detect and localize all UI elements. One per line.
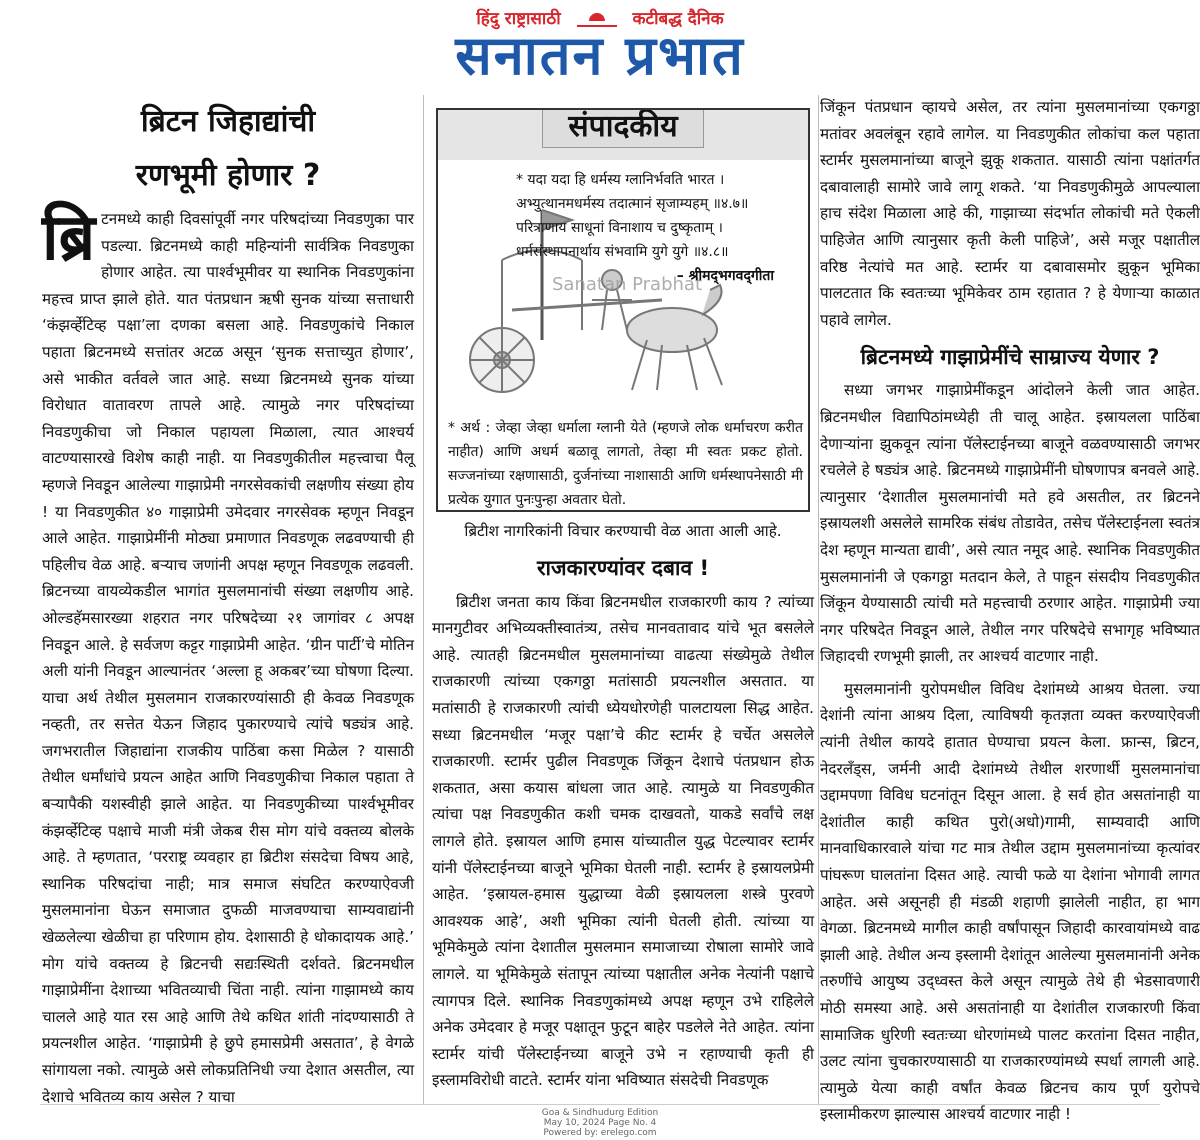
verse-line: परित्राणाय साधूनां विनाशाय च दुष्कृताम् । [516, 220, 723, 236]
article-paragraph: सध्या जगभर गाझाप्रेमींकडून आंदोलने केली जात आहेत. ब्रिटनमधील विद्यापिठांमध्येही ती चालू आहेत. इस्रायलला पाठिंबा देणाऱ्यांना झुकवून त्यांना पॅलेस्टाईनच्या बाजूने वळवण्यासाठी जगभर रचलेले हे षड्यंत्र आहे. ब्रिटनमध्ये गाझाप्रेमींनी घोषणापत्र बनवले आहे. त्यानुसार ‘देशातील मुसलमानांची मते हवे असतील, तर ब्रिटनने इस्रायलशी असलेले सामरिक संबंध तोडावेत, तसेच पॅलेस्टाईनला स्वतंत्र देश म्हणून मान्यता द्यावी’, असे त्यात नमूद आहे. स्थानिक निवडणुकीत मुसलमानांनी जे एकगठ्ठा मतदान केले, ते पाहून संसदीय निवडणुकीत जिंकून येण्यासाठी त्यांची मते महत्त्वाची ठरणार आहेत. गाझाप्रेमी ज्या नगर परिषदेत निवडून आले, तेथील नगर परिषदेचे सभागृह भविष्यात जिहादची रणभूमी झाली, तर आश्चर्य वाटणार नाही. [820, 381, 1200, 666]
verse-line: धर्मसंस्थापनार्थाय संभवामि युगे युगे ॥४.८॥ [516, 244, 729, 260]
footer-divider [40, 1104, 1160, 1105]
article-paragraph: जिंकून पंतप्रधान व्हायचे असेल, तर त्यांना मुसलमानांच्या एकगठ्ठा मतांवर अवलंबून रहावे लागेल. या निवडणुकीत लोकांचा कल पहाता स्टार्मर मुसलमानांच्या बाजूने झुकू शकतात. यासाठी त्यांना पक्षांतर्गत दबावालाही सामोरे जावे लागू शकते. ‘या निवडणुकीमुळे आपल्याला हाच संदेश मिळाला आहे की, गाझाच्या संदर्भात लोकांची मते ऐकली पाहिजेत आणि त्यानुसार कृती केली पाहिजे’, असे मजूर पक्षातील वरिष्ठ नेत्यांचे मत आहे. स्टार्मर या दबावासमोर झुकून भूमिका पालटतात कि स्वतःच्या भूमिकेवर ठाम रहातात ? हे येणाऱ्या काळात पहावे लागेल. [820, 98, 1200, 329]
watermark-text: Sanatan Prabhat [552, 274, 703, 295]
date-label: May 10, 2024 Page No. 4 [543, 1118, 657, 1128]
article-paragraph: ब्रिटीश जनता काय किंवा ब्रिटनमधील राजकारणी काय ? त्यांच्या मानगुटीवर अभिव्यक्तीस्वातंत्र्य, तसेच मानवतावाद यांचे भूत बसलेले आहे. त्यातही ब्रिटनमधील मुसलमानांच्या वाढत्या संख्येमुळे तेथील राजकारणी त्यांच्या एकगठ्ठा मतांसाठी प्रयत्नशील असतात. या मतांसाठी हे राजकारणी त्यांची ध्येयधोरणेही पालटायला सिद्ध आहेत. सध्या ब्रिटनमधील ‘मजूर पक्षा’चे कीट स्टार्मर हे चर्चेत असलेले राजकारणी. स्टार्मर पुढील निवडणूक जिंकून देशाचे पंतप्रधान होऊ शकतात, असा कयास बांधला जात आहे. त्यामुळे या निवडणुकीत त्यांचा पक्ष निवडणुकीत कशी चमक दाखवतो, याकडे सर्वांचे लक्ष लागले होते. इस्रायल आणि हमास यांच्यातील युद्ध पेटल्यावर स्टार्मर यांनी पॅलेस्टाईनच्या बाजूने भूमिका घेतली नाही. स्टार्मर हे इस्रायलप्रेमी आहेत. ‘इस्रायल-हमास युद्धाच्या वेळी इस्रायलला शस्त्रे पुरवणे आवश्यक आहे’, अशी भूमिका त्यांनी घेतली होती. त्यांच्या या भूमिकेमुळे त्यांना देशातील मुसलमान समाजाच्या रोषाला सामोरे जावे लागले. या भूमिकेमुळे संतापून त्यांच्या पक्षातील अनेक नेत्यांनी पक्षाचे त्यागपत्र दिले. स्थानिक निवडणुकांमध्ये अपक्ष म्हणून उभे राहिलेले अनेक उमेदवार हे मजूर पक्षातून फुटून बाहेर पडलेले नेते आहेत. त्यांना स्टार्मर यांची पॅलेस्टाईनच्या बाजूने उभे न रहाण्याची कृती ही इस्लामविरोधी वाटते. स्टार्मर यांना भविष्यात संसदेची निवडणूक [432, 592, 814, 1090]
masthead [0, 0, 1200, 90]
column-divider [423, 95, 424, 1105]
edition-label: Goa & Sindhudurg Edition [541, 1108, 659, 1118]
tagline-left: हिंदु राष्ट्रासाठी [476, 9, 561, 29]
article-column-3 [820, 94, 1200, 1128]
dropcap: ब्रि [42, 201, 96, 275]
article-body [42, 201, 414, 1110]
verse-source: – श्रीमद्‌भगवद्‌गीता [676, 268, 774, 284]
editorial-box [436, 108, 810, 512]
article-paragraph: टनमध्ये काही दिवसांपूर्वी नगर परिषदांच्या निवडणुका पार पडल्या. ब्रिटनमध्ये काही महिन्यांनी सार्वत्रिक निवडणुका होणार आहेत. त्या पार्श्वभूमीवर या स्थानिक निवडणुकांना महत्त्व प्राप्त झाले होते. यात पंतप्रधान ऋषी सुनक यांच्या सत्ताधारी ‘कंझर्व्हेटिव्ह पक्षा’ला दणका बसला आहे. निवडणुकांचे निकाल पहाता ब्रिटनमध्ये सत्तांतर अटळ असून ‘सुनक सत्ताच्युत होणार’, असे भाकीत वर्तवले जात आहे. सध्या ब्रिटनमध्ये सुनक यांच्या विरोधात वातावरण तापले आहे. त्यामुळे नगर परिषदांच्या निवडणुकीचा जो निकाल पहायला मिळाला, त्यात आश्चर्य वाटण्यासारखे विशेष काही नाही. या निवडणुकीतील महत्त्वाचा पैलू म्हणजे निवडून आलेल्या गाझाप्रेमी नगरसेवकांची लक्षणीय संख्या होय ! या निवडणुकीत ४० गाझाप्रेमी उमेदवार नगरसेवक म्हणून निवडून आले आहेत. गाझाप्रेमींनी मोठ्या प्रमाणात निवडणूक लढवण्याची ही पहिलीच वेळ आहे. बऱ्याच जणांनी अपक्ष म्हणून निवडणूक लढवली. ब्रिटनच्या वायव्येकडील भागांत मुसलमानांची संख्या लक्षणीय आहे. ओल्डहॅमसारख्या शहरात नगर परिषदेच्या २१ जागांवर ८ अपक्ष निवडून आले. हे सर्वजण कट्टर गाझाप्रेमी आहेत. ‘ग्रीन पार्टी’चे मोतिन अली यांनी निवडून आल्यानंतर ‘अल्ला हू अकबर’च्या घोषणा दिल्या. याचा अर्थ तेथील मुसलमान राजकारण्यांसाठी ही केवळ निवडणूक नव्हती, तर सत्तेत येऊन जिहाद पुकारण्याचे त्यांचे षड्यंत्र आहे. जगभरातील जिहाद्यांना राजकीय पाठिंबा कसा मिळेल ? यासाठी तेथील धर्मांधांचे प्रयत्न आहेत आणि निवडणुकीचा निकाल पहाता ते बऱ्यापैकी यशस्वीही झाले आहेत. या निवडणुकीच्या पार्श्वभूमीवर कंझर्व्हेटिव्ह पक्षाचे माजी मंत्री जेकब रीस मोग यांचे वक्तव्य बोलके आहे. ते म्हणतात, ‘परराष्ट्र व्यवहार हा ब्रिटीश संसदेचा विषय आहे, स्थानिक परिषदांचा नाही; मात्र समाज संघटित करण्याऐवजी मुसलमानांना घेऊन समाजात दुफळी माजवण्याचा साम्यवाद्यांनी खेळलेल्या खेळीचा हा परिणाम होय. देशासाठी हे धोकादायक आहे.’ मोग यांचे वक्तव्य हे ब्रिटनची सद्यःस्थिती दर्शवते. ब्रिटनमधील गाझाप्रेमींना देशाच्या भवितव्याची चिंता नाही. त्यांना गाझामध्ये काय चालले आहे यात रस आहे आणि तेथे कथित शांती नांदण्यासाठी ते प्रयत्नशील आहेत. ‘गाझाप्रेमी हे छुपे हमासप्रेमी असतात’, हे वेगळे सांगायला नको. त्यामुळे असे लोकप्रतिनिधी ज्या देशात असतील, त्या देशाचे भवितव्य काय असेल ? याचा [42, 210, 414, 1106]
verse-meaning: * अर्थ : जेव्हा जेव्हा धर्माला ग्लानी येते (म्हणजे लोक धर्माचरण करीत नाहीत) आणि अधर्म बळावू लागतो, तेव्हा मी स्वतः प्रकट होतो. सज्जनांच्या रक्षणासाठी, दुर्जनांच्या नाशासाठी आणि धर्मस्थापनेसाठी मी प्रत्येक युगात पुनःपुन्हा अवतार घेतो. [448, 420, 803, 508]
verse-line: * यदा यदा हि धर्मस्य ग्लानिर्भवति भारत । [516, 172, 725, 188]
verse-line: अभ्युत्थानमधर्मस्य तदात्मानं सृजाम्यहम् ॥४.७॥ [516, 196, 749, 212]
powered-by-link[interactable]: Powered by: erelego.com [543, 1128, 657, 1138]
footer [0, 1108, 1200, 1138]
newspaper-logo: सनातन प्रभात [455, 24, 745, 87]
subheading: राजकारण्यांवर दबाव ! [536, 555, 710, 580]
headline-line-1: ब्रिटन जिहाद्यांची [140, 104, 316, 139]
subheading: ब्रिटनमध्ये गाझाप्रेमींचे साम्राज्य येणार ? [860, 345, 1160, 370]
column-divider [818, 95, 819, 1105]
tagline-right: कटीबद्ध दैनिक [632, 9, 724, 29]
lead-line: ब्रिटीश नागरिकांनी विचार करण्याची वेळ आता आली आहे. [464, 522, 782, 540]
article-paragraph: मुसलमानांनी युरोपमधील विविध देशांमध्ये आश्रय घेतला. ज्या देशांनी त्यांना आश्रय दिला, त्याविषयी कृतज्ञता व्यक्त करण्याऐवजी त्यांनी तेथील कायदे हातात घेण्याचा प्रयत्न केला. फ्रान्स, ब्रिटन, नेदरलँड्स, जर्मनी आदी देशांमध्ये तेथील शरणार्थी मुसलमानांचा उद्दामपणा विविध घटनांतून दिसून आला. हे सर्व होत असतांनाही या देशांतील काही कथित पुरो(अधो)गामी, साम्यवादी आणि मानवाधिकारवाले यांचा गट मात्र तेथील उद्दाम मुसलमानांच्या कृत्यांवर पांघरूण घालतांना दिसत आहे. त्याची फळे या देशांना भोगावी लागत आहेत. असे असूनही ही मंडळी शहाणी झालेली नाहीत, हा भाग वेगळा. ब्रिटनमध्ये मागील काही वर्षांपासून जिहादी कारवायांमध्ये वाढ झाली आहे. तेथील अन्य इस्लामी देशांतून आलेल्या मुसलमानांनी अनेक तरुणींचे आयुष्य उद्ध्वस्त केले असून त्यामुळे तेथे ही भेडसावणारी मोठी समस्या आहे. असे असतांनाही या देशांतील राजकारणी किंवा सामाजिक धुरिणी स्वतःच्या धोरणांमध्ये पालट करतांना दिसत नाहीत, उलट त्यांना चुचकारण्यासाठी या राजकारण्यांमध्ये स्पर्धा लागली आहे. त्यामुळे येत्या काही वर्षांत केवळ ब्रिटनच काय पूर्ण युरोपचे इस्लामीकरण झाल्यास आश्चर्य वाटणार नाही ! [820, 679, 1200, 1124]
headline-line-2: रणभूमी होणार ? [135, 158, 321, 193]
gita-verse [516, 168, 810, 288]
editorial-title: संपादकीय [542, 110, 704, 148]
article-column-2 [432, 94, 814, 1094]
article-column-1 [42, 94, 414, 1110]
